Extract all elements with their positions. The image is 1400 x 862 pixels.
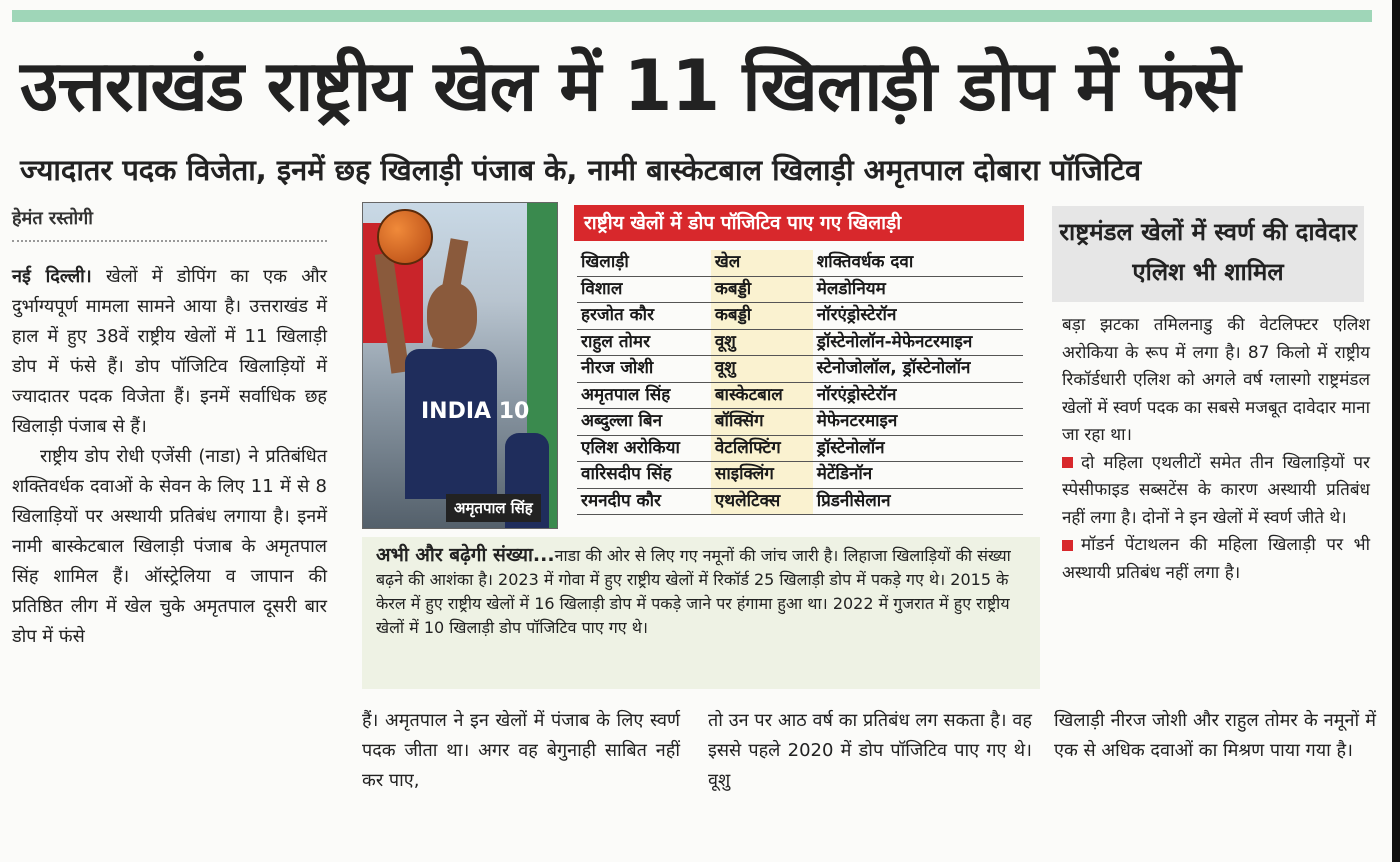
table-cell-sport: बास्केटबाल [711,382,813,409]
table-row [577,409,1023,436]
table-cell-drug: ड्रॉस्टेनोलॉन-मेफेनटरमाइन [813,329,1023,356]
table-cell-drug: ड्रॉस्टेनोलॉन [813,435,1023,462]
page-edge [1392,0,1400,862]
sidebar-bullet-text: मॉडर्न पेंटाथलन की महिला खिलाड़ी पर भी अस्थायी प्रतिबंध नहीं लगा है। [1062,535,1370,583]
bullet-square-icon [1062,457,1073,468]
table-row [577,488,1023,515]
table-cell-sport: वेटलिफ्टिंग [711,435,813,462]
table-cell-player: नीरज जोशी [577,356,711,383]
player-head [427,283,477,349]
table-cell-player: राहुल तोमर [577,329,711,356]
sidebar-bullet-2 [1062,532,1370,587]
jersey-text: INDIA 10 [421,399,530,424]
article-column-2 [362,706,680,796]
table-title: राष्ट्रीय खेलों में डोप पॉजिटिव पाए गए खिलाड़ी [574,205,1024,241]
dateline: नई दिल्ली। [12,266,92,287]
subheadline: ज्यादातर पदक विजेता, इनमें छह खिलाड़ी पंजाब के, नामी बास्केटबाल खिलाड़ी अमृतपाल दोबारा पॉजिटिव [20,153,1142,187]
table-header-cell: शक्तिवर्धक दवा [813,250,1023,276]
table-cell-player: हरजोत कौर [577,303,711,330]
table-header-row [577,250,1023,276]
article-column-3 [708,706,1032,796]
photo-caption: अमृतपाल सिंह [446,494,541,522]
table-cell-sport: कबड्डी [711,276,813,303]
table-cell-drug: प्रिडनीसेलान [813,488,1023,515]
headline: उत्तराखंड राष्ट्रीय खेल में 11 खिलाड़ी डोप में फंसे [20,45,1240,127]
table-row [577,303,1023,330]
table-cell-sport: एथलेटिक्स [711,488,813,515]
table-cell-drug: मेलडोनियम [813,276,1023,303]
top-color-bar [12,10,1372,22]
table-header-cell: खेल [711,250,813,276]
article-paragraph: खिलाड़ी नीरज जोशी और राहुल तोमर के नमूनों में एक से अधिक दवाओं का मिश्रण पाया गया है। [1054,710,1376,761]
sidebar-bullet-1 [1062,450,1370,533]
note-box [362,537,1040,689]
basketball-icon [377,209,433,265]
table-cell-sport: बॉक्सिंग [711,409,813,436]
table-cell-drug: नॉरएंड्रोस्टेरॉन [813,382,1023,409]
table-cell-player: अब्दुल्ला बिन [577,409,711,436]
doping-table [577,250,1023,515]
table-row [577,329,1023,356]
player-jersey [405,349,497,499]
table-row [577,435,1023,462]
bullet-square-icon [1062,540,1073,551]
note-lead: अभी और बढ़ेगी संख्या... [376,544,555,566]
table-row [577,462,1023,489]
sidebar-bullet-text: दो महिला एथलीटों समेत तीन खिलाड़ियों पर स्पेसीफाइड सब्सटेंस के कारण अस्थायी प्रतिबंध नहीं लगा है। दोनों ने इन खेलों में स्वर्ण जीते थे। [1062,452,1370,528]
table-cell-sport: साइक्लिंग [711,462,813,489]
article-paragraph-2: राष्ट्रीय डोप रोधी एजेंसी (नाडा) ने प्रतिबंधित शक्तिवर्धक दवाओं के सेवन के लिए 11 में से 8 खिलाड़ियों पर अस्थायी प्रतिबंध लगाया है। इनमें नामी बास्केटबाल खिलाड़ी पंजाब के अमृतपाल सिंह शामिल हैं। ऑस्ट्रेलिया व जापान की प्रतिष्ठित लीग में खेल चुके अमृतपाल दूसरी बार डोप में फंसे [12,446,327,647]
table-cell-drug: नॉरएंड्रोस्टेरॉन [813,303,1023,330]
table-cell-sport: वूशु [711,329,813,356]
player-photo [362,202,558,529]
note-text: नाडा की ओर से लिए गए नमूनों की जांच जारी है। लिहाजा खिलाड़ियों की संख्या बढ़ने की आशंका है। 2023 में गोवा में हुए राष्ट्रीय खेलों में रिकॉर्ड 25 खिलाड़ी डोप में पकड़े गए थे। 2015 के केरल में हुए राष्ट्रीय खेलों में 16 खिलाड़ी डोप में पकड़े जाने पर हंगामा हुआ था। 2022 में गुजरात में हुए राष्ट्रीय खेलों में 10 खिलाड़ी डोप पॉजिटिव पाए गए थे। [376,546,1011,637]
table-cell-player: एलिश अरोकिया [577,435,711,462]
table-cell-player: अमृतपाल सिंह [577,382,711,409]
article-paragraph: तो उन पर आठ वर्ष का प्रतिबंध लग सकता है। वह इससे पहले 2020 में डोप पॉजिटिव पाए गए थे। वूशु [708,710,1032,791]
article-paragraph: हैं। अमृतपाल ने इन खेलों में पंजाब के लिए स्वर्ण पदक जीता था। अगर वह बेगुनाही साबित नहीं कर पाए, [362,710,680,791]
table-cell-drug: मेटेंडिनॉन [813,462,1023,489]
sidebar-text [1062,312,1370,587]
table-row [577,382,1023,409]
sidebar-paragraph: बड़ा झटका तमिलनाडु की वेटलिफ्टर एलिश अरोकिया के रूप में लगा है। 87 किलो में राष्ट्रीय रिकॉर्डधारी एलिश को अगले वर्ष ग्लास्गो राष्ट्रमंडल खेलों में स्वर्ण पदक का सबसे मजबूत दावेदार माना जा रहा था। [1062,315,1370,445]
sidebar-title: राष्ट्रमंडल खेलों में स्वर्ण की दावेदार एलिश भी शामिल [1052,206,1364,302]
table-header-cell: खिलाड़ी [577,250,711,276]
table-cell-drug: मेफेनटरमाइन [813,409,1023,436]
byline-divider [12,240,327,242]
article-column-4 [1054,706,1376,766]
article-column-1 [12,262,327,652]
byline: हेमंत रस्तोगी [12,208,93,229]
table-cell-drug: स्टेनोजोलॉल, ड्रॉस्टेनोलॉन [813,356,1023,383]
table-cell-player: रमनदीप कौर [577,488,711,515]
table-cell-sport: कबड्डी [711,303,813,330]
article-paragraph-1: खेलों में डोपिंग का एक और दुर्भाग्यपूर्ण मामला सामने आया है। उत्तराखंड में हाल में हुए 38वें राष्ट्रीय खेलों में 11 खिलाड़ी डोप में फंसे हैं। डोप पॉजिटिव खिलाड़ियों में ज्यादातर पदक विजेता हैं। इनमें सर्वाधिक छह खिलाड़ी पंजाब से हैं। [12,266,327,437]
table-cell-player: वारिसदीप सिंह [577,462,711,489]
table-cell-sport: वूशु [711,356,813,383]
table-cell-player: विशाल [577,276,711,303]
table-row [577,276,1023,303]
table-row [577,356,1023,383]
